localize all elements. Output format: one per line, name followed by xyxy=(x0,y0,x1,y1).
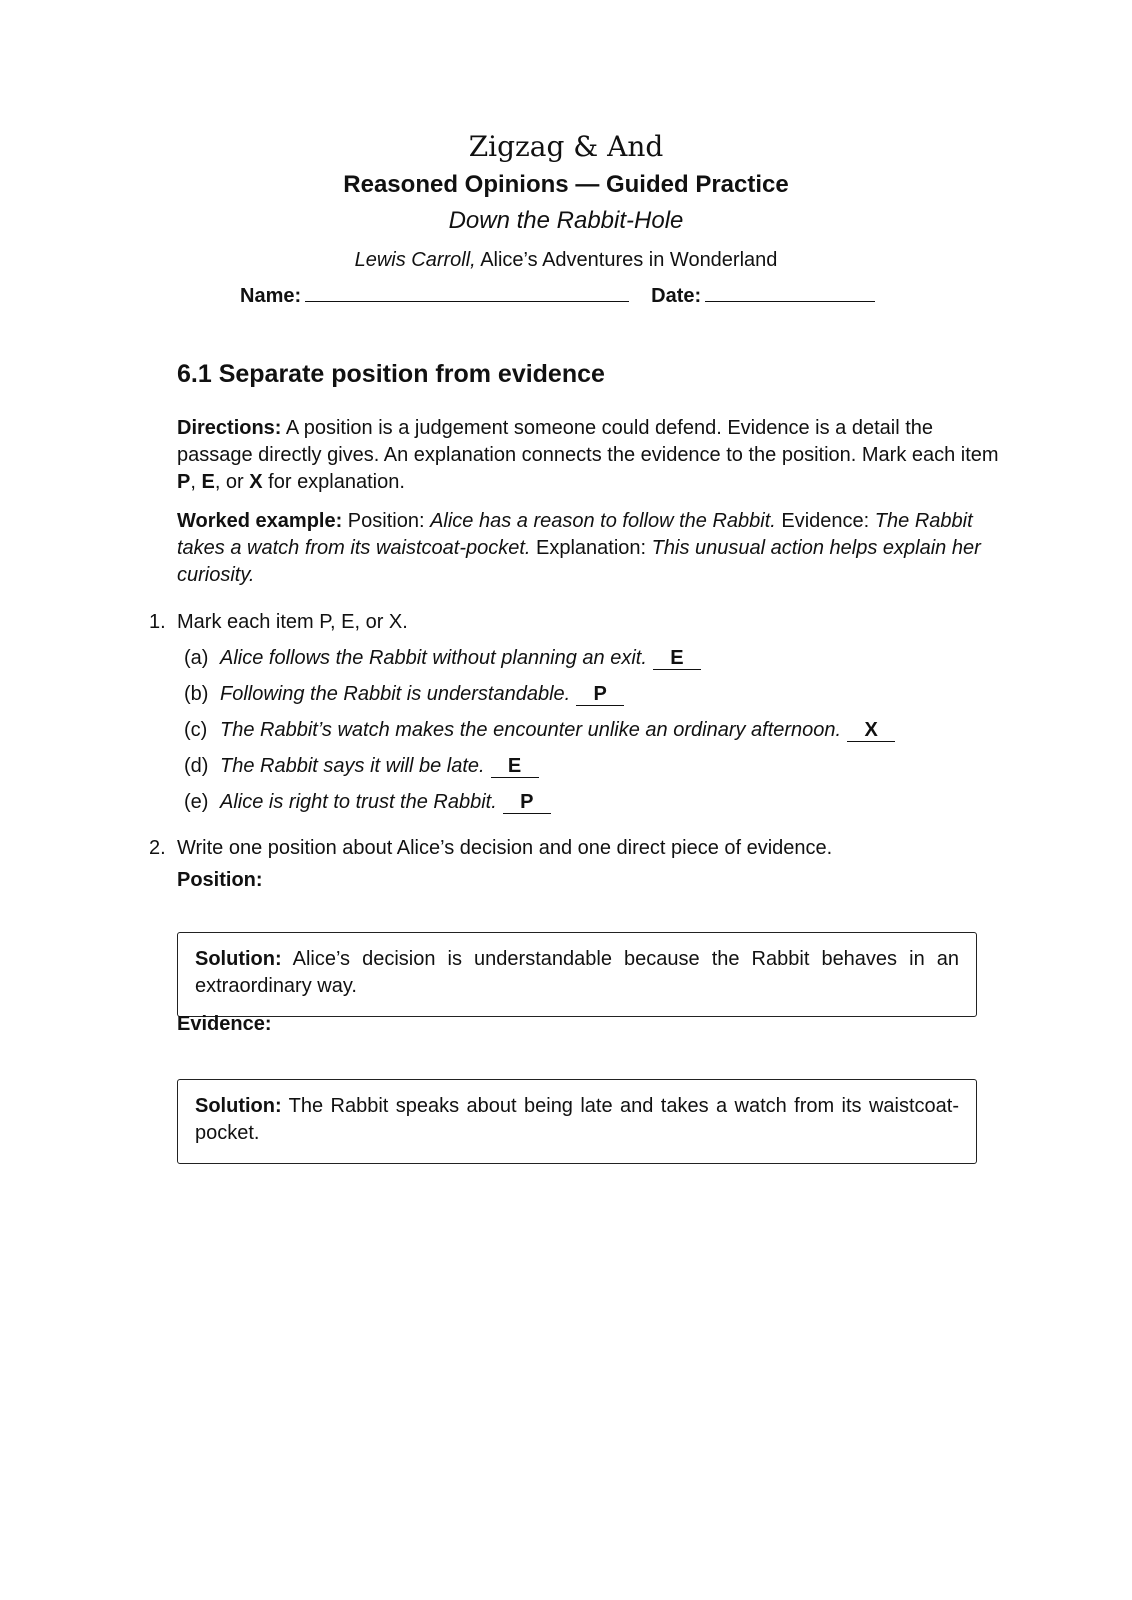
item-text: Alice follows the Rabbit without planning an exit. xyxy=(220,647,647,669)
list-item xyxy=(184,753,999,789)
directions-label: Directions: xyxy=(177,417,282,439)
list-item xyxy=(184,789,999,825)
list-item xyxy=(184,681,999,717)
worked-explanation-label: Explanation: xyxy=(530,537,652,559)
item-label: (a) xyxy=(184,647,209,669)
item-label: (d) xyxy=(184,755,209,777)
directions-text-end: for explanation. xyxy=(262,471,405,493)
directions-text: A position is a judgement someone could defend. Evidence is a detail the passage directly gives. An explanation connects the evidence to the position. Mark each item xyxy=(177,417,999,466)
name-label: Name: xyxy=(240,285,302,307)
question-number: 1. xyxy=(149,611,166,633)
list-item xyxy=(184,717,999,753)
solution-text: The Rabbit speaks about being late and takes a watch from its waistcoat-pocket. xyxy=(195,1095,959,1144)
brand-name: Zigzag & And xyxy=(468,130,664,163)
code-e: E xyxy=(201,471,215,493)
solution-label: Solution: xyxy=(195,1095,282,1117)
answer-blank[interactable]: E xyxy=(653,647,701,670)
source-author: Lewis Carroll, xyxy=(354,249,476,271)
worked-example-label: Worked example: xyxy=(177,510,343,532)
question-number: 2. xyxy=(149,837,166,859)
item-label: (c) xyxy=(184,719,208,741)
question-prompt: Mark each item P, E, or X. xyxy=(177,611,408,633)
code-x: X xyxy=(249,471,263,493)
answer-blank[interactable]: P xyxy=(576,683,624,706)
solution-label: Solution: xyxy=(195,948,282,970)
question-2 xyxy=(149,835,999,862)
item-text: The Rabbit says it will be late. xyxy=(220,755,485,777)
directions-separator: , xyxy=(190,471,202,493)
item-text: Following the Rabbit is understandable. xyxy=(220,683,571,705)
item-text: Alice is right to trust the Rabbit. xyxy=(220,791,497,813)
directions-separator: , or xyxy=(214,471,250,493)
question-prompt: Write one position about Alice’s decision and one direct piece of evidence. xyxy=(177,837,833,859)
directions-paragraph xyxy=(177,415,999,496)
item-label: (b) xyxy=(184,683,209,705)
code-p: P xyxy=(177,471,191,493)
position-label: Position: xyxy=(177,869,263,891)
solution-text: Alice’s decision is understandable because the Rabbit behaves in an extraordinary way. xyxy=(195,948,959,997)
worked-evidence-label: Evidence: xyxy=(775,510,875,532)
worksheet-subtitle: Down the Rabbit-Hole xyxy=(448,207,684,234)
worked-position-label: Position: xyxy=(342,510,431,532)
source-work: Alice’s Adventures in Wonderland xyxy=(475,249,778,271)
worked-position: Alice has a reason to follow the Rabbit. xyxy=(430,510,776,532)
source-citation xyxy=(0,247,1132,273)
worked-explanation: This unusual action helps explain her curiosity. xyxy=(177,537,981,586)
date-blank[interactable] xyxy=(705,285,875,302)
date-label: Date: xyxy=(651,285,702,307)
item-text: The Rabbit’s watch makes the encounter unlike an ordinary afternoon. xyxy=(220,719,842,741)
name-blank[interactable] xyxy=(305,285,629,302)
name-date-row xyxy=(240,284,875,308)
answer-blank[interactable]: P xyxy=(503,791,551,814)
list-item xyxy=(184,645,999,681)
item-label: (e) xyxy=(184,791,209,813)
position-solution-box[interactable] xyxy=(177,932,977,1017)
worked-example xyxy=(177,508,999,589)
worked-evidence: The Rabbit takes a watch from its waistcoat-pocket. xyxy=(177,510,973,559)
evidence-label: Evidence: xyxy=(177,1013,272,1035)
question-1 xyxy=(149,609,999,813)
answer-blank[interactable]: E xyxy=(491,755,539,778)
section-heading: 6.1 Separate position from evidence xyxy=(177,360,605,388)
answer-blank[interactable]: X xyxy=(847,719,895,742)
answer-items xyxy=(184,645,999,825)
evidence-solution-box[interactable] xyxy=(177,1079,977,1164)
worksheet-title: Reasoned Opinions — Guided Practice xyxy=(343,171,789,198)
